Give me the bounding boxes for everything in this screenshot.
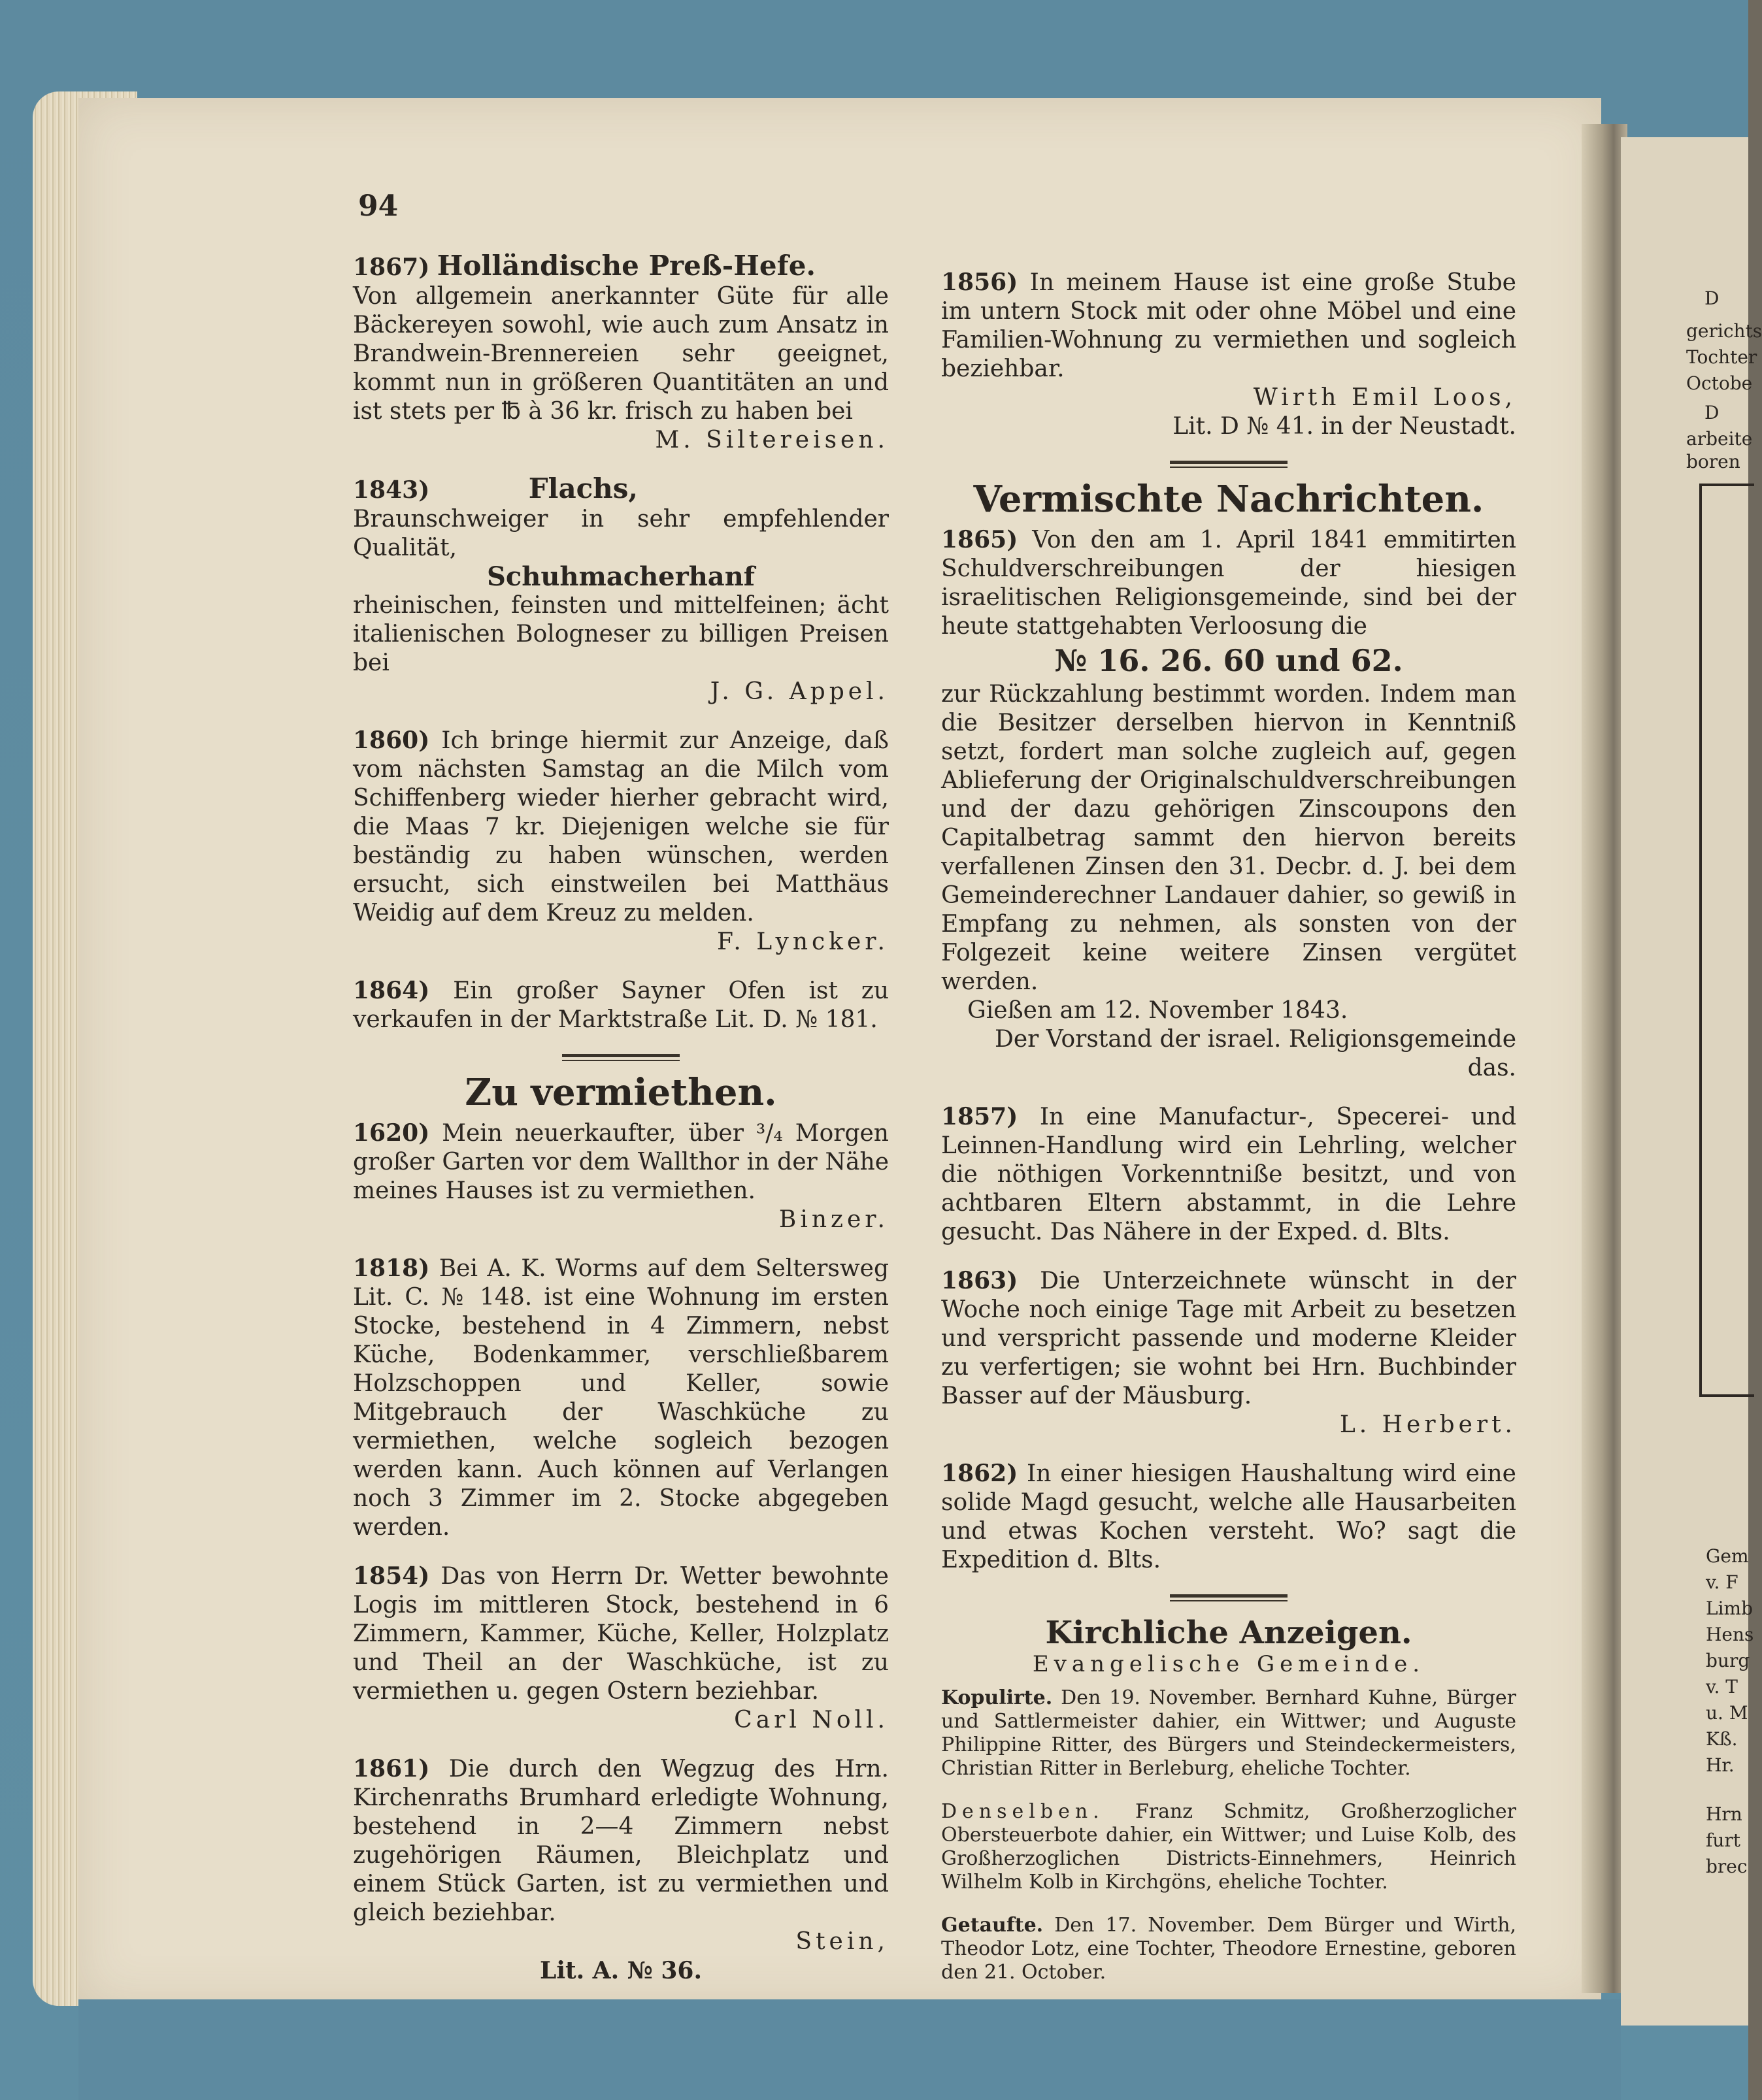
notice-subtitle: Schuhmacherhanf	[487, 561, 755, 592]
notice-number: 1865)	[941, 526, 1018, 553]
notice-place-date: Gießen am 12. November 1843.	[967, 997, 1348, 1024]
notice-text: Mein neuerkaufter, über ³/₄ Morgen großer Garten vor dem Wallthor in der Nähe meines Hauses ist zu vermiethen.	[353, 1120, 889, 1204]
lottery-numbers: № 16. 26. 60 und 62.	[1054, 643, 1403, 678]
notice-text: Das von Herrn Dr. Wetter bewohnte Logis im mittleren Stock, bestehend in 6 Zimmern, Kammer, Küche, Keller, Holzplatz und Theil an der Waschküche, ist zu vermiethen u. gegen Ostern beziehbar.	[353, 1563, 889, 1705]
section-subheading-evangelische: Evangelische Gemeinde.	[1032, 1651, 1425, 1677]
facing-page-fragment: Tochter	[1686, 346, 1757, 368]
notice-text: Braunschweiger in sehr empfehlender Qualität,	[353, 506, 889, 561]
facing-page-fragment: u. M	[1706, 1702, 1748, 1724]
notice-number: 1860)	[353, 727, 430, 754]
notice-number: 1620)	[353, 1119, 430, 1147]
facing-page-fragment: D	[1704, 287, 1720, 309]
notice-number: 1856)	[941, 269, 1018, 296]
bottom-background	[78, 1999, 1621, 2100]
notice-number: 1857)	[941, 1103, 1018, 1130]
facing-page-fragment: Limb	[1706, 1598, 1754, 1619]
notice-number: 1863)	[941, 1267, 1018, 1294]
entry-label: Getaufte.	[941, 1914, 1044, 1937]
notice-text: In eine Manufactur-, Specerei- und Leinnen-Handlung wird ein Lehrling, welcher die nöthigen Vorkenntniße besitzt, und von achtbaren Eltern abstammt, in die Lehre gesucht. Das Nähere in der Exped. d. Blts.	[941, 1104, 1516, 1245]
facing-page-fragment: arbeite	[1686, 428, 1753, 450]
facing-page-table-frame	[1699, 484, 1754, 1397]
notice-1854	[353, 1562, 889, 1735]
notice-1818	[353, 1254, 889, 1542]
notice-1862	[941, 1459, 1516, 1575]
notice-address: Lit. A. № 36.	[540, 1957, 702, 1984]
notice-text: Die durch den Wegzug des Hrn. Kirchenraths Brumhard erledigte Wohnung, bestehend in 2—4 Zimmern nebst zugehörigen Räumen, Bleichplatz und einem Stück Garten, ist zu vermiethen und gleich beziehbar.	[353, 1756, 889, 1926]
notice-1863	[941, 1266, 1516, 1439]
church-entry-kopulirte	[941, 1686, 1516, 1780]
facing-page-fragment: Octobe	[1686, 372, 1753, 394]
notice-1857	[941, 1102, 1516, 1247]
notice-signer: M. Siltereisen.	[655, 427, 889, 453]
entry-text: Franz Schmitz, Großherzoglicher Obersteuerbote dahier, ein Wittwer; und Luise Kolb, des Großherzoglichen Districts-Einnehmers, Heinrich Wilhelm Kolb in Kirchgöns, eheliche Tochter.	[941, 1800, 1516, 1894]
notice-text: Von allgemein anerkannter Güte für alle Bäckereyen sowohl, wie auch zum Ansatz in Brandwein-Brennereien sehr geeignet, kommt nun in größeren Quantitäten an und ist stets per ℔ à 36 kr. frisch zu haben bei	[353, 283, 889, 425]
facing-page-fragment: D	[1704, 402, 1720, 423]
notice-number: 1843)	[353, 476, 430, 504]
notice-text: Von den am 1. April 1841 emmitirten Schuldverschreibungen der hiesigen israelitischen Religionsgemeinde, sind bei der heute stattgehabten Verloosung die	[941, 527, 1516, 640]
notice-text: Die Unterzeichnete wünscht in der Woche noch einige Tage mit Arbeit zu besetzen und verspricht passende und moderne Kleider zu verfertigen; sie wohnt bei Hrn. Buchbinder Basser auf der Mäusburg.	[941, 1268, 1516, 1409]
facing-page-fragment: Gem	[1706, 1545, 1749, 1567]
left-column	[353, 252, 889, 2005]
notice-1620	[353, 1119, 889, 1234]
notice-1856	[941, 268, 1516, 441]
page-number: 94	[358, 189, 399, 223]
facing-page-fragment: burg	[1706, 1650, 1750, 1671]
notice-signer: L. Herbert.	[1339, 1411, 1516, 1438]
entry-label: Kopulirte.	[941, 1686, 1053, 1709]
divider-rule	[1170, 461, 1288, 468]
facing-page-fragment: furt	[1706, 1829, 1741, 1851]
notice-title: Flachs,	[528, 472, 639, 504]
notice-number: 1818)	[353, 1255, 430, 1282]
notice-number: 1862)	[941, 1460, 1018, 1487]
notice-1861	[353, 1754, 889, 1985]
notice-1843	[353, 474, 889, 706]
section-heading-vermischte: Vermischte Nachrichten.	[973, 478, 1484, 521]
notice-text: In einer hiesigen Haushaltung wird eine solide Magd gesucht, welche alle Hausarbeiten und etwas Kochen versteht. Wo? sagt die Expedition d. Blts.	[941, 1460, 1516, 1573]
entry-text: Den 17. November. Dem Bürger und Wirth, Theodor Lotz, eine Tochter, Theodore Ernestine, geboren den 21. October.	[941, 1914, 1516, 1984]
right-column	[941, 268, 1516, 2004]
entry-label: Denselben.	[941, 1800, 1105, 1823]
facing-page-fragment: Kß.	[1706, 1728, 1738, 1750]
church-entry-denselben	[941, 1800, 1516, 1894]
notice-1860	[353, 726, 889, 957]
facing-page-fragment: Hrn	[1706, 1803, 1742, 1825]
church-entry-getaufte	[941, 1914, 1516, 1984]
notice-text: In meinem Hause ist eine große Stube im untern Stock mit oder ohne Möbel und eine Familien-Wohnung zu vermiethen und sogleich beziehbar.	[941, 269, 1516, 382]
notice-number: 1867)	[353, 254, 430, 281]
notice-signer: F. Lyncker.	[716, 928, 889, 955]
notice-text-2: zur Rückzahlung bestimmt worden. Indem man die Besitzer derselben hiervon in Kenntniß setzt, fordert man solche zugleich auf, gegen Ablieferung der Originalschuldverschreibungen und der dazu gehörigen Zinscoupons den Capitalbetrag sammt den hiervon bereits verfallenen Zinsen den 31. Decbr. d. J. bei dem Gemeinderechner Landauer dahier, so gewiß in Empfang zu nehmen, als sonsten von der Folgezeit keine weitere Zinsen vergütet werden.	[941, 681, 1516, 995]
section-heading-zu-vermiethen: Zu vermiethen.	[465, 1071, 777, 1114]
facing-page-fragment: v. T	[1706, 1676, 1738, 1698]
notice-address: Lit. D № 41. in der Neustadt.	[1172, 413, 1516, 440]
notice-signer: Binzer.	[778, 1206, 889, 1233]
notice-signer: J. G. Appel.	[710, 678, 889, 705]
notice-signer: Carl Noll.	[734, 1707, 889, 1733]
facing-page-fragment: gerichts	[1686, 320, 1762, 342]
facing-page-fragment: boren	[1686, 451, 1740, 472]
notice-1865	[941, 525, 1516, 1083]
facing-page-fragment: Hens	[1706, 1624, 1754, 1645]
section-heading-kirchliche: Kirchliche Anzeigen.	[1045, 1615, 1412, 1651]
notice-signer: Der Vorstand der israel. Religionsgemeinde das.	[994, 1026, 1516, 1081]
entry-text: Den 19. November. Bernhard Kuhne, Bürger und Sattlermeister dahier, ein Wittwer; und Auguste Philippine Ritter, des Bürgers und Steindeckermeisters, Christian Ritter in Berleburg, eheliche Tochter.	[941, 1686, 1516, 1780]
divider-rule	[1170, 1594, 1288, 1601]
notice-1864	[353, 976, 889, 1034]
facing-page-fragment: v. F	[1706, 1571, 1738, 1593]
notice-1867	[353, 252, 889, 455]
facing-page-fragment: brec	[1706, 1856, 1748, 1877]
notice-signer: Wirth Emil Loos,	[1253, 384, 1516, 411]
notice-signer: Stein,	[795, 1928, 889, 1955]
notice-number: 1864)	[353, 977, 430, 1004]
facing-page-fragment: Hr.	[1706, 1754, 1735, 1776]
notice-number: 1854)	[353, 1562, 430, 1590]
divider-rule	[562, 1054, 680, 1061]
notice-text-2: rheinischen, feinsten und mittelfeinen; ächt italienischen Bologneser zu billigen Preisen bei	[353, 592, 889, 676]
notice-text: Bei A. K. Worms auf dem Seltersweg Lit. C. № 148. ist eine Wohnung im ersten Stocke, bestehend in 4 Zimmern, nebst Küche, Bodenkammer, verschließbarem Holzschoppen und Keller, sowie Mitgebrauch der Waschküche zu vermiethen, welche sogleich bezogen werden kann. Auch können auf Verlangen noch 3 Zimmer im 2. Stocke abgegeben werden.	[353, 1255, 889, 1541]
notice-text: Ich bringe hiermit zur Anzeige, daß vom nächsten Samstag an die Milch vom Schiffenberg wieder hierher gebracht wird, die Maas 7 kr. Diejenigen welche sie für beständig zu haben wünschen, werden ersucht, sich einstweilen bei Matthäus Weidig auf dem Kreuz zu melden.	[353, 727, 889, 927]
notice-text: Ein großer Sayner Ofen ist zu verkaufen in der Marktstraße Lit. D. № 181.	[353, 977, 889, 1033]
notice-number: 1861)	[353, 1755, 430, 1782]
notice-title: Holländische Preß-Hefe.	[437, 250, 816, 282]
